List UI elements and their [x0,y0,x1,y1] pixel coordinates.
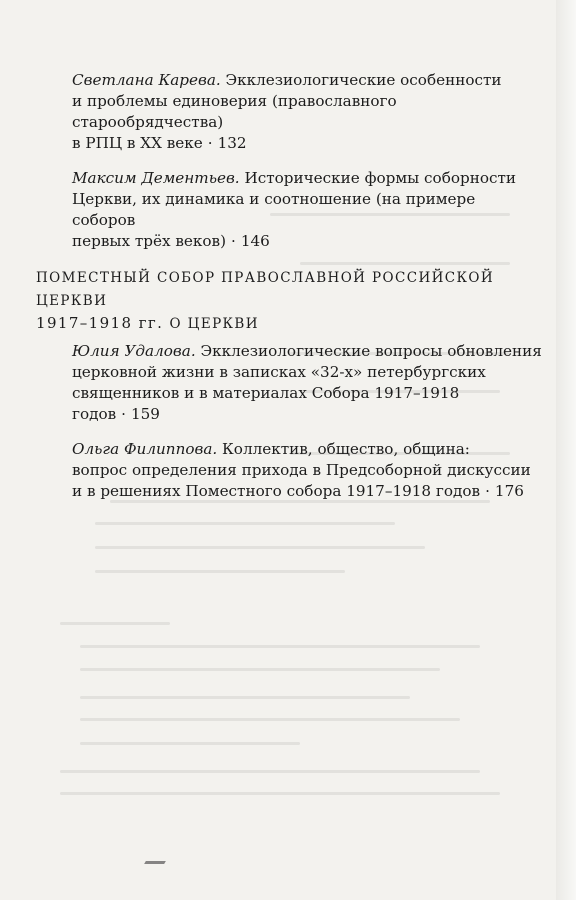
section-heading-line: ПОМЕСТНЫЙ СОБОР ПРАВОСЛАВНОЙ РОССИЙСКОЙ ЦЕРКВИ [36,270,495,309]
entry-title-line: Экклезиологические вопросы обновления [200,342,542,360]
entry-separator: · [207,134,213,152]
entry-separator: · [231,232,236,250]
entry-page-number: 132 [217,134,247,152]
entry-title-line: Церкви, их динамика и соотношение (на примере соборов [72,190,476,229]
entry-title-line: первых трёх веков) [72,232,227,250]
entry-title-line: Коллектив, общество, община: [222,440,470,458]
section-heading-topic: О ЦЕРКВИ [169,316,259,332]
entry-author: Светлана Карева. [72,71,221,89]
entry-author: Максим Дементьев. [72,169,240,187]
entry-title-line: Исторические формы соборности [244,169,517,187]
entry-title-line: церковной жизни в записках «32-х» петербургских [72,363,486,381]
print-mark [144,861,166,864]
entry-page-number: 146 [240,232,270,250]
entry-separator: · [121,405,126,423]
entry-author: Юлия Удалова. [72,342,196,360]
entry-page-number: 159 [130,405,160,423]
entry-page-number: 176 [494,482,524,500]
entry-author: Ольга Филиппова. [72,440,218,458]
section-heading-years: 1917–1918 гг. [36,314,164,332]
toc-entry-dementyev[interactable] [72,168,542,252]
entry-separator: · [485,482,490,500]
entry-title-line: годов [72,405,117,423]
entry-title-line: священников и в материалах Собора 1917–1918 [72,384,460,402]
table-of-contents [36,70,542,516]
page-edge-shadow [556,0,576,900]
entry-title-line: вопрос определения прихода в Предсоборной дискуссии [72,461,531,479]
entry-title-line: Экклезиологические особенности [225,71,502,89]
toc-entry-udalova[interactable] [72,341,542,425]
entry-title-line: и в решениях Поместного собора 1917–1918 годов [72,482,481,500]
toc-entry-filippova[interactable] [72,439,542,502]
entry-title-line: и проблемы единоверия (православного старообрядчества) [72,92,397,131]
toc-entry-kareva[interactable] [72,70,542,154]
section-heading [36,266,542,335]
entry-title-line: в РПЦ в XX веке [72,134,203,152]
